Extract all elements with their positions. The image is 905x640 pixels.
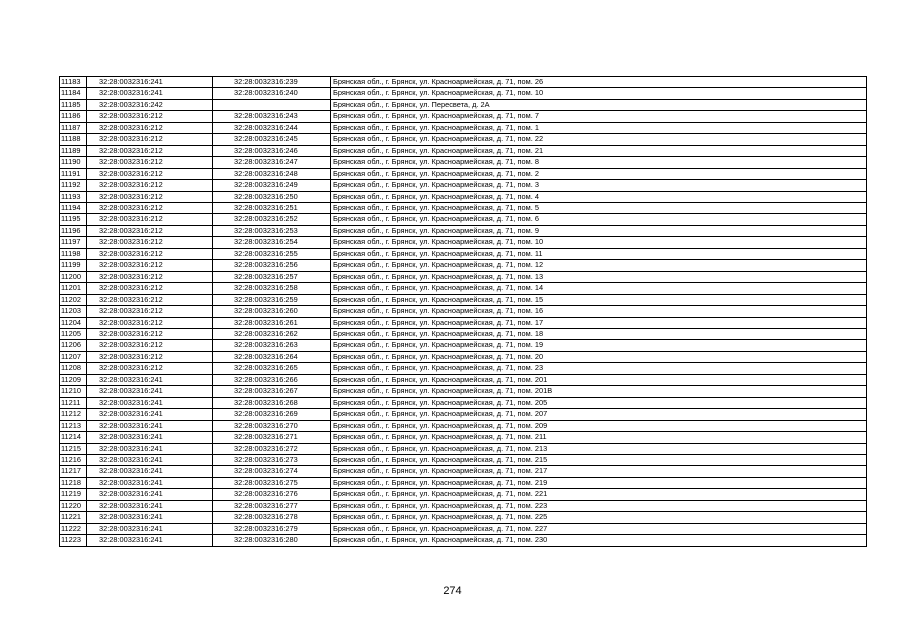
- row-number-cell: 11204: [60, 317, 87, 328]
- cadastral-number-cell: 32:28:0032316:253: [213, 225, 331, 236]
- cadastral-number-cell: 32:28:0032316:261: [213, 317, 331, 328]
- parent-cadastral-number-cell: 32:28:0032316:212: [87, 122, 213, 133]
- cadastral-number-cell: 32:28:0032316:245: [213, 134, 331, 145]
- cadastral-number-cell: 32:28:0032316:272: [213, 443, 331, 454]
- cadastral-number-cell: 32:28:0032316:264: [213, 351, 331, 362]
- cadastral-number-cell: 32:28:0032316:270: [213, 420, 331, 431]
- table-row: [60, 374, 867, 385]
- table-row: [60, 454, 867, 465]
- parent-cadastral-number-cell: 32:28:0032316:242: [87, 99, 213, 110]
- cadastral-number-cell: 32:28:0032316:257: [213, 271, 331, 282]
- page-number: 274: [443, 585, 462, 597]
- parent-cadastral-number-cell: 32:28:0032316:241: [87, 386, 213, 397]
- address-cell: Брянская обл., г. Брянск, ул. Красноармейская, д. 71, пом. 209: [331, 420, 867, 431]
- table-row: [60, 260, 867, 271]
- parent-cadastral-number-cell: 32:28:0032316:241: [87, 88, 213, 99]
- cadastral-number-cell: 32:28:0032316:259: [213, 294, 331, 305]
- address-cell: Брянская обл., г. Брянск, ул. Красноармейская, д. 71, пом. 11: [331, 248, 867, 259]
- address-cell: Брянская обл., г. Брянск, ул. Красноармейская, д. 71, пом. 215: [331, 454, 867, 465]
- row-number-cell: 11208: [60, 363, 87, 374]
- table-row: [60, 111, 867, 122]
- table-row: [60, 202, 867, 213]
- parent-cadastral-number-cell: 32:28:0032316:212: [87, 157, 213, 168]
- table-row: [60, 500, 867, 511]
- table-row: [60, 443, 867, 454]
- row-number-cell: 11193: [60, 191, 87, 202]
- cadastral-number-cell: 32:28:0032316:254: [213, 237, 331, 248]
- address-cell: Брянская обл., г. Брянск, ул. Красноармейская, д. 71, пом. 23: [331, 363, 867, 374]
- cadastral-number-cell: 32:28:0032316:262: [213, 328, 331, 339]
- parent-cadastral-number-cell: 32:28:0032316:241: [87, 523, 213, 534]
- parent-cadastral-number-cell: 32:28:0032316:212: [87, 134, 213, 145]
- table-row: [60, 180, 867, 191]
- row-number-cell: 11215: [60, 443, 87, 454]
- parent-cadastral-number-cell: 32:28:0032316:212: [87, 283, 213, 294]
- parent-cadastral-number-cell: 32:28:0032316:241: [87, 374, 213, 385]
- parent-cadastral-number-cell: 32:28:0032316:212: [87, 214, 213, 225]
- row-number-cell: 11184: [60, 88, 87, 99]
- parent-cadastral-number-cell: 32:28:0032316:241: [87, 512, 213, 523]
- cadastral-number-cell: 32:28:0032316:271: [213, 432, 331, 443]
- table-row: [60, 168, 867, 179]
- table-row: [60, 306, 867, 317]
- parent-cadastral-number-cell: 32:28:0032316:212: [87, 271, 213, 282]
- row-number-cell: 11221: [60, 512, 87, 523]
- cadastral-number-cell: 32:28:0032316:263: [213, 340, 331, 351]
- row-number-cell: 11207: [60, 351, 87, 362]
- cadastral-number-cell: 32:28:0032316:274: [213, 466, 331, 477]
- table-row: [60, 122, 867, 133]
- row-number-cell: 11190: [60, 157, 87, 168]
- row-number-cell: 11211: [60, 397, 87, 408]
- table-row: [60, 328, 867, 339]
- parent-cadastral-number-cell: 32:28:0032316:212: [87, 351, 213, 362]
- parent-cadastral-number-cell: 32:28:0032316:241: [87, 535, 213, 546]
- row-number-cell: 11214: [60, 432, 87, 443]
- table-row: [60, 432, 867, 443]
- table-row: [60, 134, 867, 145]
- row-number-cell: 11212: [60, 409, 87, 420]
- cadastral-number-cell: 32:28:0032316:247: [213, 157, 331, 168]
- row-number-cell: 11192: [60, 180, 87, 191]
- address-cell: Брянская обл., г. Брянск, ул. Красноармейская, д. 71, пом. 7: [331, 111, 867, 122]
- address-cell: Брянская обл., г. Брянск, ул. Красноармейская, д. 71, пом. 201: [331, 374, 867, 385]
- address-cell: Брянская обл., г. Брянск, ул. Красноармейская, д. 71, пом. 10: [331, 237, 867, 248]
- parent-cadastral-number-cell: 32:28:0032316:241: [87, 500, 213, 511]
- table-row: [60, 157, 867, 168]
- table-row: [60, 535, 867, 546]
- address-cell: Брянская обл., г. Брянск, ул. Красноармейская, д. 71, пом. 230: [331, 535, 867, 546]
- address-cell: Брянская обл., г. Брянск, ул. Красноармейская, д. 71, пом. 17: [331, 317, 867, 328]
- address-cell: Брянская обл., г. Брянск, ул. Красноармейская, д. 71, пом. 10: [331, 88, 867, 99]
- row-number-cell: 11183: [60, 77, 87, 88]
- parent-cadastral-number-cell: 32:28:0032316:212: [87, 145, 213, 156]
- row-number-cell: 11195: [60, 214, 87, 225]
- parent-cadastral-number-cell: 32:28:0032316:241: [87, 466, 213, 477]
- table-row: [60, 386, 867, 397]
- address-cell: Брянская обл., г. Брянск, ул. Красноармейская, д. 71, пом. 1: [331, 122, 867, 133]
- address-cell: Брянская обл., г. Брянск, ул. Красноармейская, д. 71, пом. 4: [331, 191, 867, 202]
- address-cell: Брянская обл., г. Брянск, ул. Красноармейская, д. 71, пом. 2: [331, 168, 867, 179]
- table-row: [60, 489, 867, 500]
- address-cell: Брянская обл., г. Брянск, ул. Красноармейская, д. 71, пом. 3: [331, 180, 867, 191]
- address-cell: Брянская обл., г. Брянск, ул. Красноармейская, д. 71, пом. 19: [331, 340, 867, 351]
- table-row: [60, 237, 867, 248]
- address-cell: Брянская обл., г. Брянск, ул. Красноармейская, д. 71, пом. 9: [331, 225, 867, 236]
- table-row: [60, 225, 867, 236]
- row-number-cell: 11213: [60, 420, 87, 431]
- parent-cadastral-number-cell: 32:28:0032316:241: [87, 443, 213, 454]
- address-cell: Брянская обл., г. Брянск, ул. Красноармейская, д. 71, пом. 221: [331, 489, 867, 500]
- parent-cadastral-number-cell: 32:28:0032316:241: [87, 454, 213, 465]
- row-number-cell: 11201: [60, 283, 87, 294]
- parent-cadastral-number-cell: 32:28:0032316:212: [87, 168, 213, 179]
- address-cell: Брянская обл., г. Брянск, ул. Красноармейская, д. 71, пом. 14: [331, 283, 867, 294]
- table-row: [60, 317, 867, 328]
- address-cell: Брянская обл., г. Брянск, ул. Красноармейская, д. 71, пом. 26: [331, 77, 867, 88]
- table-row: [60, 477, 867, 488]
- table-row: [60, 77, 867, 88]
- row-number-cell: 11199: [60, 260, 87, 271]
- address-cell: Брянская обл., г. Брянск, ул. Красноармейская, д. 71, пом. 207: [331, 409, 867, 420]
- row-number-cell: 11187: [60, 122, 87, 133]
- cadastral-number-cell: 32:28:0032316:251: [213, 202, 331, 213]
- table-row: [60, 409, 867, 420]
- cadastral-number-cell: 32:28:0032316:248: [213, 168, 331, 179]
- address-cell: Брянская обл., г. Брянск, ул. Красноармейская, д. 71, пом. 205: [331, 397, 867, 408]
- table-row: [60, 512, 867, 523]
- table-row: [60, 363, 867, 374]
- row-number-cell: 11205: [60, 328, 87, 339]
- row-number-cell: 11202: [60, 294, 87, 305]
- row-number-cell: 11216: [60, 454, 87, 465]
- cadastral-number-cell: 32:28:0032316:265: [213, 363, 331, 374]
- address-cell: Брянская обл., г. Брянск, ул. Красноармейская, д. 71, пом. 219: [331, 477, 867, 488]
- cadastral-number-cell: 32:28:0032316:256: [213, 260, 331, 271]
- table-row: [60, 466, 867, 477]
- parent-cadastral-number-cell: 32:28:0032316:212: [87, 191, 213, 202]
- cadastral-number-cell: 32:28:0032316:246: [213, 145, 331, 156]
- cadastral-number-cell: 32:28:0032316:258: [213, 283, 331, 294]
- cadastral-number-cell: 32:28:0032316:252: [213, 214, 331, 225]
- row-number-cell: 11209: [60, 374, 87, 385]
- parent-cadastral-number-cell: 32:28:0032316:241: [87, 409, 213, 420]
- parent-cadastral-number-cell: 32:28:0032316:212: [87, 306, 213, 317]
- row-number-cell: 11188: [60, 134, 87, 145]
- row-number-cell: 11196: [60, 225, 87, 236]
- table-body: [60, 77, 867, 547]
- cadastral-number-cell: 32:28:0032316:240: [213, 88, 331, 99]
- cadastral-number-cell: 32:28:0032316:250: [213, 191, 331, 202]
- address-cell: Брянская обл., г. Брянск, ул. Красноармейская, д. 71, пом. 217: [331, 466, 867, 477]
- row-number-cell: 11217: [60, 466, 87, 477]
- table-row: [60, 523, 867, 534]
- address-cell: Брянская обл., г. Брянск, ул. Красноармейская, д. 71, пом. 6: [331, 214, 867, 225]
- address-cell: Брянская обл., г. Брянск, ул. Красноармейская, д. 71, пом. 211: [331, 432, 867, 443]
- row-number-cell: 11185: [60, 99, 87, 110]
- address-cell: Брянская обл., г. Брянск, ул. Красноармейская, д. 71, пом. 5: [331, 202, 867, 213]
- table-row: [60, 88, 867, 99]
- parent-cadastral-number-cell: 32:28:0032316:241: [87, 489, 213, 500]
- parent-cadastral-number-cell: 32:28:0032316:212: [87, 340, 213, 351]
- table-row: [60, 351, 867, 362]
- table-row: [60, 214, 867, 225]
- address-cell: Брянская обл., г. Брянск, ул. Красноармейская, д. 71, пом. 13: [331, 271, 867, 282]
- address-cell: Брянская обл., г. Брянск, ул. Красноармейская, д. 71, пом. 22: [331, 134, 867, 145]
- address-cell: Брянская обл., г. Брянск, ул. Красноармейская, д. 71, пом. 12: [331, 260, 867, 271]
- row-number-cell: 11194: [60, 202, 87, 213]
- row-number-cell: 11191: [60, 168, 87, 179]
- row-number-cell: 11220: [60, 500, 87, 511]
- table-row: [60, 283, 867, 294]
- table-row: [60, 271, 867, 282]
- parent-cadastral-number-cell: 32:28:0032316:212: [87, 111, 213, 122]
- table-row: [60, 145, 867, 156]
- address-cell: Брянская обл., г. Брянск, ул. Пересвета, д. 2А: [331, 99, 867, 110]
- parent-cadastral-number-cell: 32:28:0032316:212: [87, 328, 213, 339]
- address-cell: Брянская обл., г. Брянск, ул. Красноармейская, д. 71, пом. 16: [331, 306, 867, 317]
- address-cell: Брянская обл., г. Брянск, ул. Красноармейская, д. 71, пом. 8: [331, 157, 867, 168]
- table-row: [60, 99, 867, 110]
- address-cell: Брянская обл., г. Брянск, ул. Красноармейская, д. 71, пом. 227: [331, 523, 867, 534]
- cadastral-number-cell: 32:28:0032316:266: [213, 374, 331, 385]
- row-number-cell: 11186: [60, 111, 87, 122]
- address-cell: Брянская обл., г. Брянск, ул. Красноармейская, д. 71, пом. 223: [331, 500, 867, 511]
- address-cell: Брянская обл., г. Брянск, ул. Красноармейская, д. 71, пом. 18: [331, 328, 867, 339]
- table-row: [60, 340, 867, 351]
- row-number-cell: 11203: [60, 306, 87, 317]
- parent-cadastral-number-cell: 32:28:0032316:212: [87, 294, 213, 305]
- address-cell: Брянская обл., г. Брянск, ул. Красноармейская, д. 71, пом. 21: [331, 145, 867, 156]
- cadastral-number-cell: 32:28:0032316:239: [213, 77, 331, 88]
- row-number-cell: 11223: [60, 535, 87, 546]
- row-number-cell: 11210: [60, 386, 87, 397]
- cadastral-number-cell: 32:28:0032316:267: [213, 386, 331, 397]
- table-row: [60, 191, 867, 202]
- cadastral-number-cell: 32:28:0032316:249: [213, 180, 331, 191]
- cadastral-number-cell: 32:28:0032316:268: [213, 397, 331, 408]
- table-row: [60, 294, 867, 305]
- cadastral-number-cell: 32:28:0032316:260: [213, 306, 331, 317]
- cadastral-number-cell: 32:28:0032316:273: [213, 454, 331, 465]
- row-number-cell: 11200: [60, 271, 87, 282]
- address-cell: Брянская обл., г. Брянск, ул. Красноармейская, д. 71, пом. 20: [331, 351, 867, 362]
- parent-cadastral-number-cell: 32:28:0032316:241: [87, 432, 213, 443]
- row-number-cell: 11219: [60, 489, 87, 500]
- cadastral-number-cell: [213, 99, 331, 110]
- parent-cadastral-number-cell: 32:28:0032316:212: [87, 202, 213, 213]
- cadastral-number-cell: 32:28:0032316:255: [213, 248, 331, 259]
- cadastral-table: [59, 76, 867, 547]
- parent-cadastral-number-cell: 32:28:0032316:241: [87, 420, 213, 431]
- cadastral-number-cell: 32:28:0032316:277: [213, 500, 331, 511]
- cadastral-number-cell: 32:28:0032316:243: [213, 111, 331, 122]
- row-number-cell: 11206: [60, 340, 87, 351]
- cadastral-number-cell: 32:28:0032316:276: [213, 489, 331, 500]
- address-cell: Брянская обл., г. Брянск, ул. Красноармейская, д. 71, пом. 201В: [331, 386, 867, 397]
- row-number-cell: 11189: [60, 145, 87, 156]
- cadastral-number-cell: 32:28:0032316:279: [213, 523, 331, 534]
- table-row: [60, 248, 867, 259]
- parent-cadastral-number-cell: 32:28:0032316:212: [87, 248, 213, 259]
- parent-cadastral-number-cell: 32:28:0032316:241: [87, 397, 213, 408]
- row-number-cell: 11197: [60, 237, 87, 248]
- parent-cadastral-number-cell: 32:28:0032316:212: [87, 225, 213, 236]
- cadastral-number-cell: 32:28:0032316:269: [213, 409, 331, 420]
- table-row: [60, 420, 867, 431]
- table-row: [60, 397, 867, 408]
- row-number-cell: 11218: [60, 477, 87, 488]
- address-cell: Брянская обл., г. Брянск, ул. Красноармейская, д. 71, пом. 213: [331, 443, 867, 454]
- row-number-cell: 11198: [60, 248, 87, 259]
- parent-cadastral-number-cell: 32:28:0032316:241: [87, 77, 213, 88]
- cadastral-number-cell: 32:28:0032316:275: [213, 477, 331, 488]
- address-cell: Брянская обл., г. Брянск, ул. Красноармейская, д. 71, пом. 15: [331, 294, 867, 305]
- parent-cadastral-number-cell: 32:28:0032316:212: [87, 363, 213, 374]
- parent-cadastral-number-cell: 32:28:0032316:212: [87, 317, 213, 328]
- parent-cadastral-number-cell: 32:28:0032316:241: [87, 477, 213, 488]
- address-cell: Брянская обл., г. Брянск, ул. Красноармейская, д. 71, пом. 225: [331, 512, 867, 523]
- cadastral-number-cell: 32:28:0032316:278: [213, 512, 331, 523]
- parent-cadastral-number-cell: 32:28:0032316:212: [87, 237, 213, 248]
- cadastral-number-cell: 32:28:0032316:280: [213, 535, 331, 546]
- parent-cadastral-number-cell: 32:28:0032316:212: [87, 180, 213, 191]
- cadastral-number-cell: 32:28:0032316:244: [213, 122, 331, 133]
- row-number-cell: 11222: [60, 523, 87, 534]
- parent-cadastral-number-cell: 32:28:0032316:212: [87, 260, 213, 271]
